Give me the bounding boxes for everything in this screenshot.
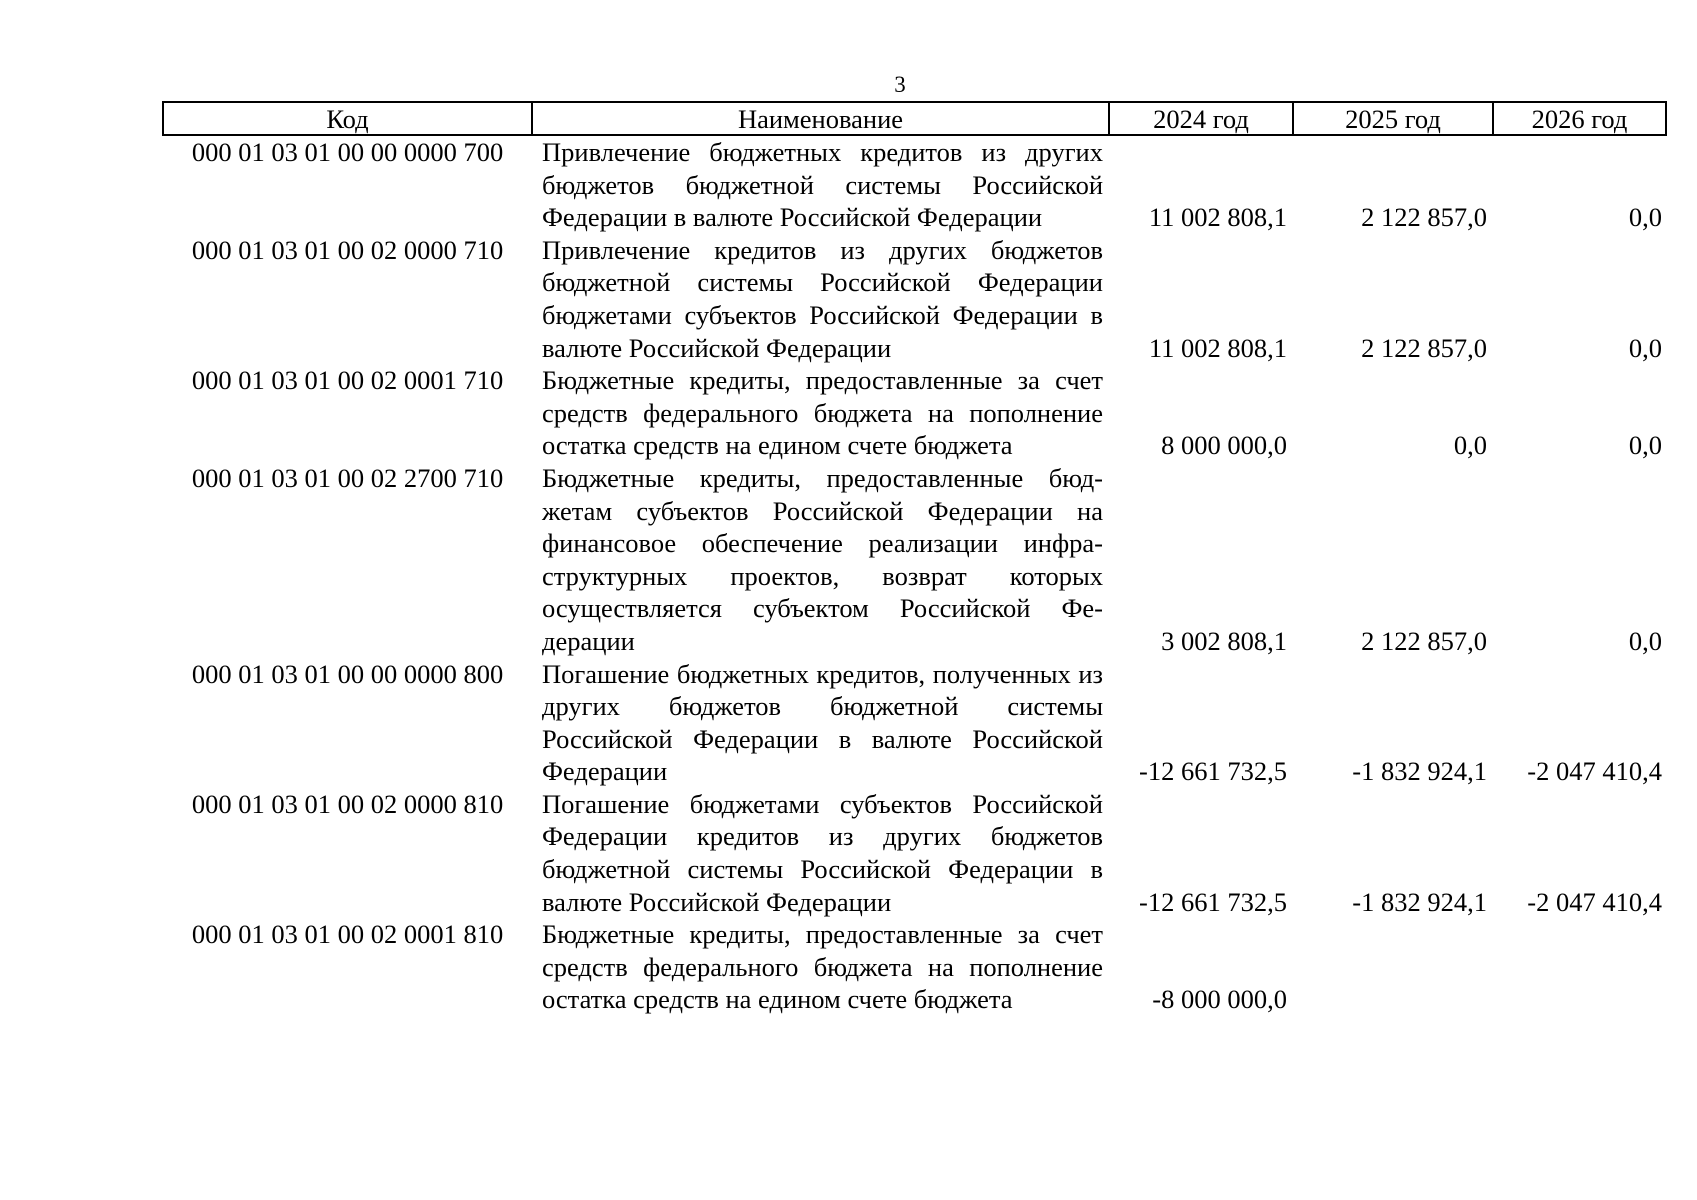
- row-value-2026: [1493, 918, 1666, 1016]
- row-code: 000 01 03 01 00 02 0001 710: [191, 365, 504, 396]
- row-name: Погашение бюджетами субъектов Российской Федерации кредитов из других бюджетов бюджетной системы Российской Федерации в валюте Российской Федерации: [542, 788, 1103, 917]
- row-value-2024: 3 002 808,1: [1161, 625, 1287, 656]
- table-row: [163, 658, 1666, 788]
- table-row: [163, 234, 1666, 364]
- row-value-2024: 11 002 808,1: [1148, 332, 1287, 363]
- row-code: 000 01 03 01 00 02 2700 710: [191, 462, 504, 493]
- row-value-2026: 0,0: [1628, 430, 1662, 461]
- row-name: Погашение бюджетных кредитов, полученных из других бюджетов бюджетной системы Российской Федерации в валюте Российской Федерации: [542, 658, 1103, 787]
- row-value-2025: -1 832 924,1: [1352, 756, 1487, 787]
- table-header-row: [163, 102, 1666, 135]
- row-value-2024: -8 000 000,0: [1152, 984, 1287, 1015]
- table-row: [163, 788, 1666, 918]
- row-value-2026: -2 047 410,4: [1527, 886, 1662, 917]
- header-2026: 2026 год: [1493, 102, 1666, 135]
- row-value-2025: 2 122 857,0: [1361, 202, 1487, 233]
- row-name: Привлечение кредитов из других бюджетов бюджетной системы Российской Федерации бюджетами субъектов Российской Федерации в валюте Российской Федерации: [542, 234, 1103, 363]
- row-code: 000 01 03 01 00 02 0001 810: [191, 919, 504, 950]
- table-row: [163, 135, 1666, 234]
- table-row: [163, 462, 1666, 658]
- row-name: Бюджетные кредиты, предоставленные бюджетам субъектов Российской Федерации на финансовое обеспечение реализации инфраструктурных проектов, возврат которых осуществляется субъектом Российской Федерации: [542, 462, 1103, 656]
- row-value-2025: 2 122 857,0: [1361, 332, 1487, 363]
- row-value-2025: -1 832 924,1: [1352, 886, 1487, 917]
- row-value-2024: 8 000 000,0: [1161, 430, 1287, 461]
- row-name: Бюджетные кредиты, предоставленные за счет средств федерального бюджета на пополнение остатка средств на едином счете бюджета: [542, 919, 1103, 1015]
- header-2024: 2024 год: [1109, 102, 1293, 135]
- row-value-2025: 0,0: [1453, 430, 1487, 461]
- row-code: 000 01 03 01 00 02 0000 810: [191, 788, 504, 819]
- row-value-2025: [1293, 918, 1493, 1016]
- row-code: 000 01 03 01 00 00 0000 700: [191, 137, 504, 167]
- row-code: 000 01 03 01 00 02 0000 710: [191, 234, 504, 265]
- row-name: Бюджетные кредиты, предоставленные за счет средств федерального бюджета на пополнение остатка средств на едином счете бюджета: [542, 365, 1103, 461]
- page-number: 3: [894, 72, 906, 97]
- row-value-2025: 2 122 857,0: [1361, 625, 1487, 656]
- table-row: [163, 918, 1666, 1016]
- row-value-2026: 0,0: [1628, 332, 1662, 363]
- row-code: 000 01 03 01 00 00 0000 800: [191, 658, 504, 689]
- budget-table: [162, 101, 1667, 1016]
- header-2025: 2025 год: [1293, 102, 1493, 135]
- row-value-2024: -12 661 732,5: [1139, 756, 1287, 787]
- row-value-2026: -2 047 410,4: [1527, 756, 1662, 787]
- header-code: Код: [163, 102, 532, 135]
- row-value-2024: -12 661 732,5: [1139, 886, 1287, 917]
- row-value-2026: 0,0: [1628, 625, 1662, 656]
- table-row: [163, 364, 1666, 462]
- row-value-2024: 11 002 808,1: [1148, 202, 1287, 233]
- header-name: Наименование: [532, 102, 1109, 135]
- row-value-2026: 0,0: [1628, 202, 1662, 233]
- row-name: Привлечение бюджетных кредитов из других бюджетов бюджетной системы Российской Федерации в валюте Российской Федерации: [542, 137, 1103, 233]
